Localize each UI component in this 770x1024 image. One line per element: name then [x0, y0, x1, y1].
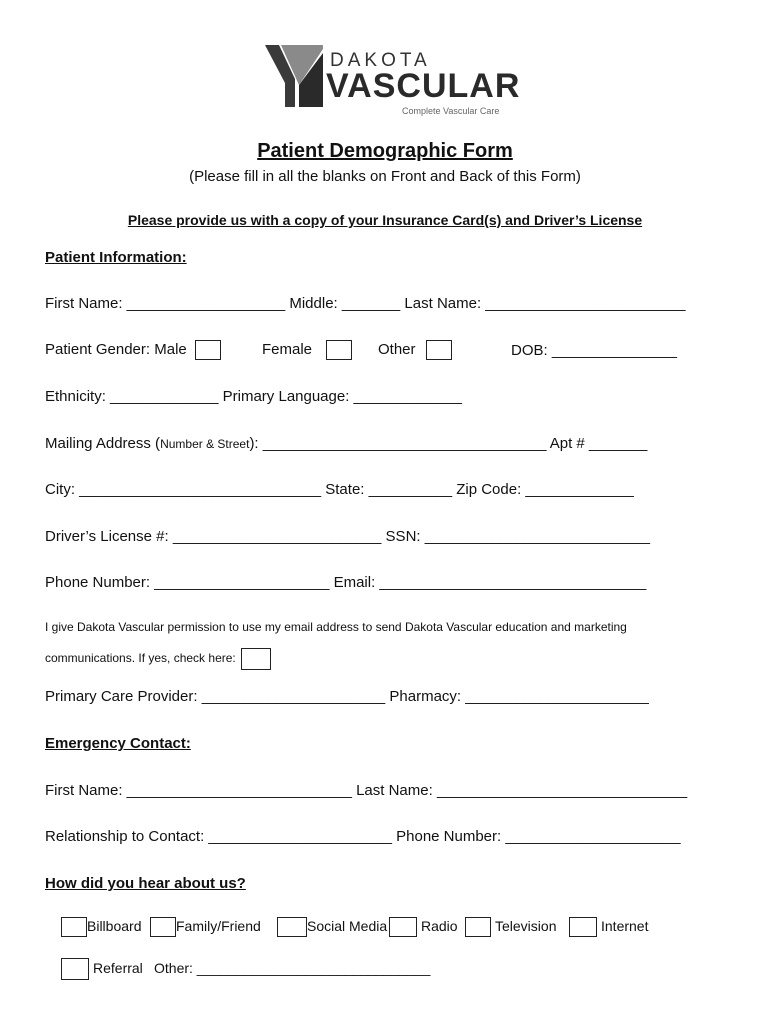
pcp-pharmacy-line[interactable]: Primary Care Provider: ______________________ Pharmacy: ______________________ [45, 688, 649, 705]
gender-female-group [262, 340, 352, 360]
internet-checkbox[interactable] [569, 917, 597, 937]
hear-option-internet[interactable] [569, 917, 648, 937]
hear-option-family[interactable] [150, 917, 261, 937]
email-consent-text: I give Dakota Vascular permission to use my email address to send Dakota Vascular education and marketing [45, 620, 627, 634]
hear-option-referral[interactable] [61, 958, 143, 980]
city-state-zip-line[interactable]: City: _____________________________ State: __________ Zip Code: _____________ [45, 481, 634, 498]
logo-tagline: Complete Vascular Care [402, 106, 500, 116]
email-consent-row [45, 648, 271, 670]
hear-heading: How did you hear about us? [45, 875, 246, 892]
emergency-name-line[interactable]: First Name: ___________________________ Last Name: ______________________________ [45, 782, 688, 799]
referral-checkbox[interactable] [61, 958, 89, 980]
gender-other-checkbox[interactable] [426, 340, 452, 360]
gender-other-group [378, 340, 452, 360]
license-ssn-line[interactable]: Driver’s License #: _________________________ SSN: ___________________________ [45, 528, 650, 545]
social-media-checkbox[interactable] [277, 917, 307, 937]
mailing-address-line[interactable] [45, 435, 647, 453]
other-field[interactable]: Other: ______________________________ [154, 960, 431, 976]
family-friend-label: Family/Friend [176, 918, 261, 935]
ethnicity-language-line[interactable]: Ethnicity: _____________ Primary Language: _____________ [45, 388, 462, 405]
hear-option-billboard[interactable] [61, 917, 141, 937]
radio-label: Radio [421, 918, 458, 935]
radio-checkbox[interactable] [389, 917, 417, 937]
hear-option-social[interactable] [277, 917, 387, 937]
gender-female-checkbox[interactable] [326, 340, 352, 360]
mailing-suffix: ): __________________________________ Apt # _______ [249, 435, 648, 452]
gender-other-label: Other [378, 340, 416, 358]
social-media-label: Social Media [307, 918, 388, 935]
logo-brand-top: DAKOTA [330, 50, 431, 71]
dob-field[interactable]: DOB: _______________ [511, 342, 677, 359]
dakota-vascular-logo-icon [265, 45, 323, 107]
emergency-relationship-line[interactable]: Relationship to Contact: ______________________ Phone Number: _____________________ [45, 828, 681, 845]
gender-row [45, 340, 221, 360]
gender-male-checkbox[interactable] [195, 340, 221, 360]
email-consent-checkbox[interactable] [241, 648, 271, 670]
phone-email-line[interactable]: Phone Number: _____________________ Email: ________________________________ [45, 574, 647, 591]
patient-name-line[interactable]: First Name: ___________________ Middle: _______ Last Name: ________________________ [45, 295, 686, 312]
hear-other-line[interactable] [154, 960, 430, 978]
internet-label: Internet [601, 918, 649, 935]
television-checkbox[interactable] [465, 917, 491, 937]
billboard-label: Billboard [87, 918, 142, 935]
gender-female-label: Female [262, 340, 313, 358]
gender-label: Patient Gender: Male [45, 340, 187, 358]
email-consent-text-2: communications. If yes, check here: [45, 651, 236, 666]
hear-option-radio[interactable] [389, 917, 458, 937]
referral-label: Referral [93, 960, 143, 977]
emergency-heading: Emergency Contact: [45, 735, 191, 752]
mailing-hint: Number & Street [160, 437, 250, 451]
form-subtitle: (Please fill in all the blanks on Front and Back of this Form) [189, 168, 581, 185]
insurance-notice: Please provide us with a copy of your Insurance Card(s) and Driver’s License [127, 212, 643, 228]
family-friend-checkbox[interactable] [150, 917, 176, 937]
billboard-checkbox[interactable] [61, 917, 87, 937]
patient-info-heading: Patient Information: [45, 249, 187, 266]
logo-brand-main: VASCULAR [326, 67, 521, 105]
mailing-prefix: Mailing Address ( [45, 435, 161, 452]
hear-option-television[interactable] [465, 917, 556, 937]
form-title: Patient Demographic Form [257, 140, 513, 162]
television-label: Television [495, 918, 557, 935]
